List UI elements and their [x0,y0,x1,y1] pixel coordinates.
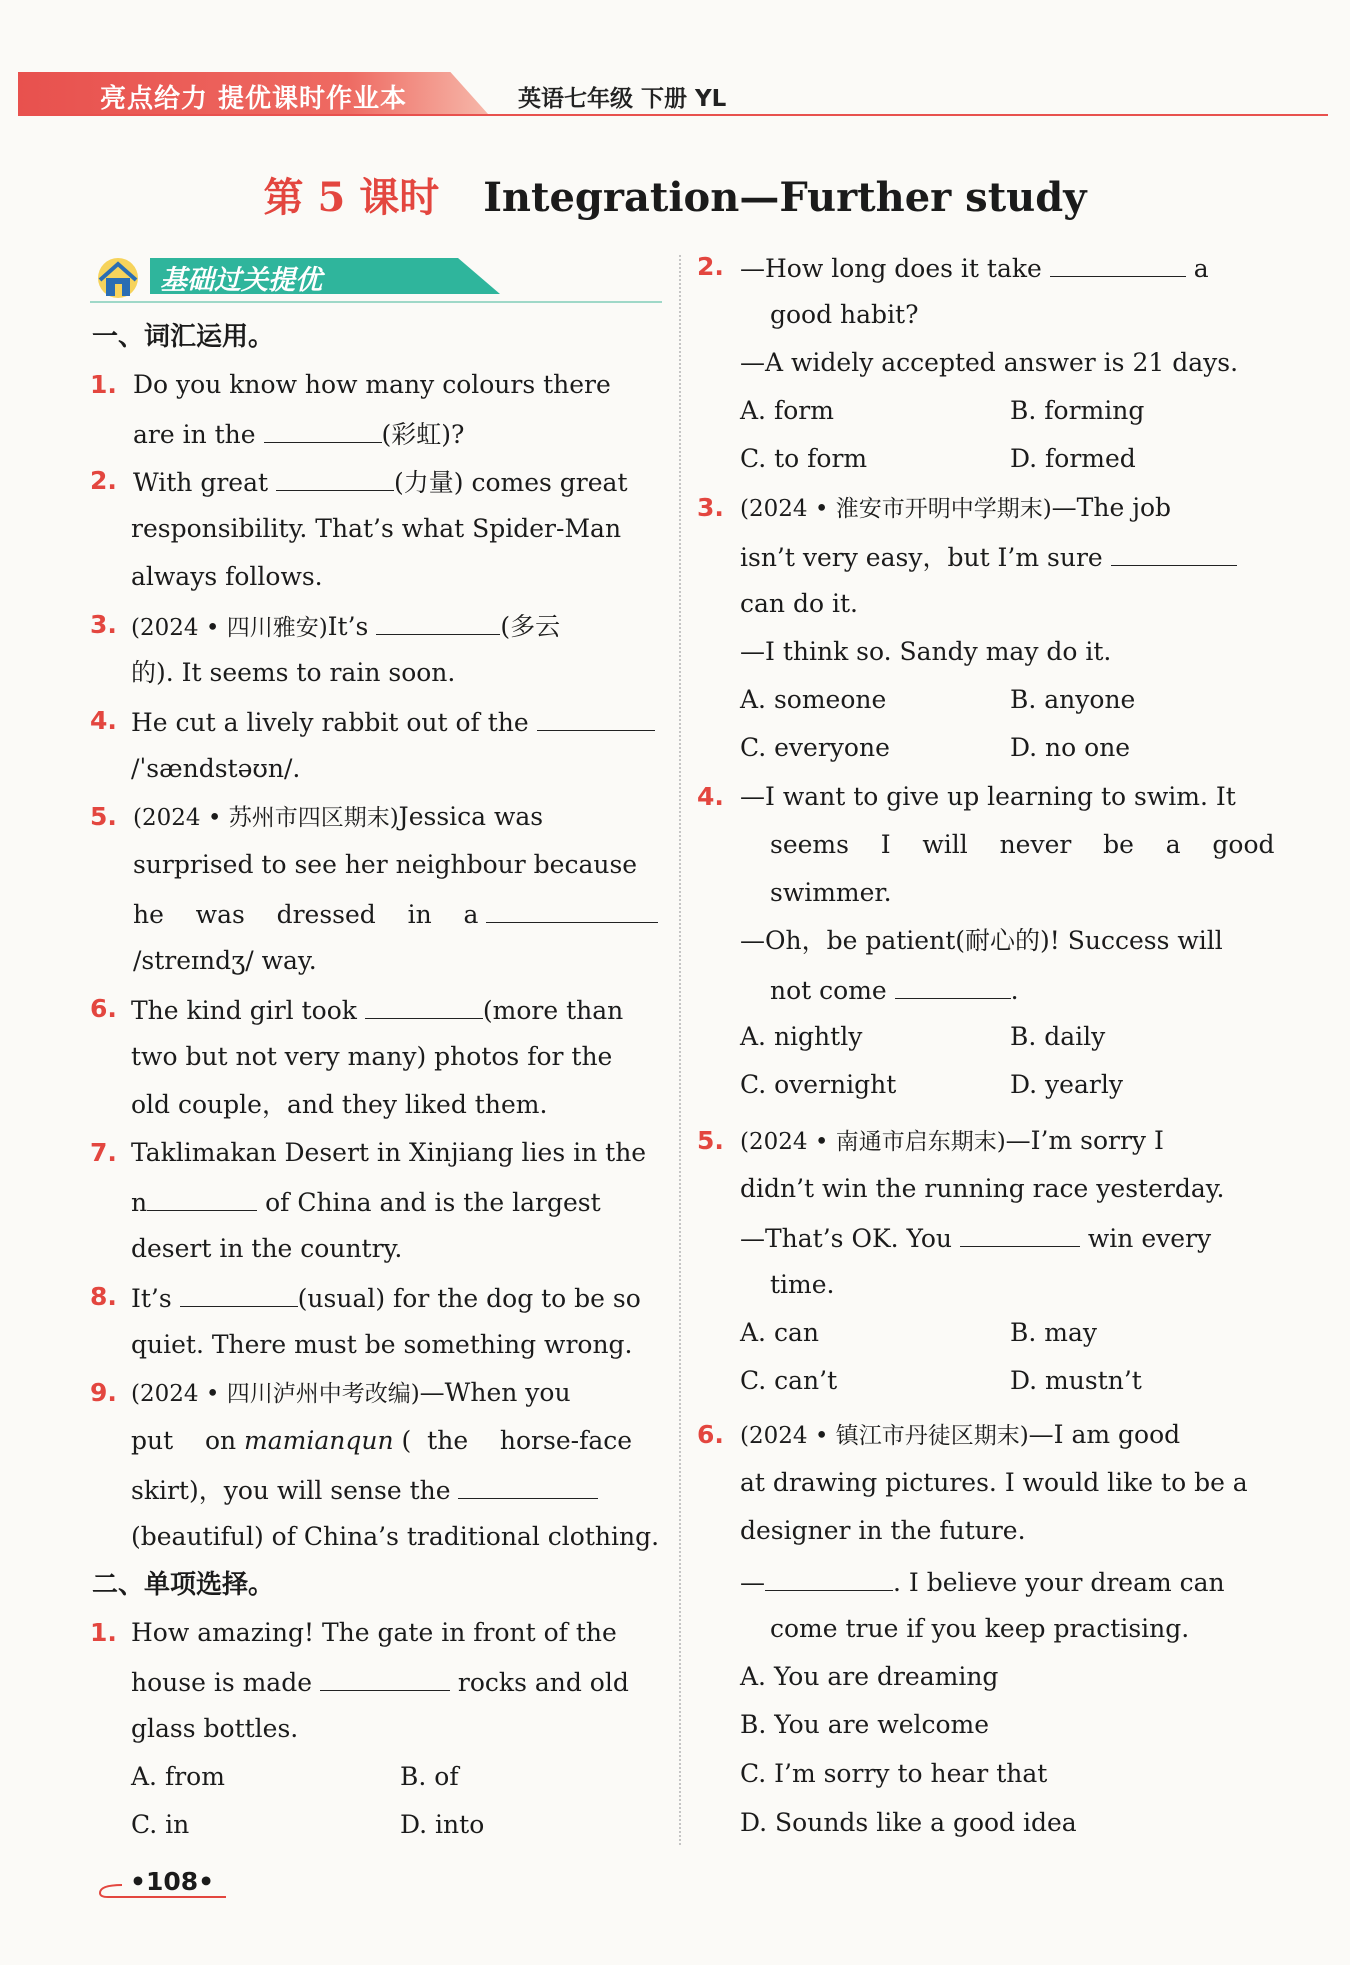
text-run: (more than [482,996,624,1025]
text-run: —I am good [1028,1420,1181,1449]
question-text: designer in the future. [740,1516,1026,1545]
option-b[interactable]: B. may [1010,1318,1097,1347]
option-b[interactable]: B. of [400,1762,459,1791]
question-text: good habit? [770,300,919,329]
section-heading-choice: 二、单项选择。 [92,1570,275,1600]
question-text [740,252,1209,284]
question-text [131,610,560,643]
question-number: 4. [90,706,117,735]
answer-blank[interactable] [486,898,658,923]
text-run: house is made [131,1668,313,1697]
answer-blank[interactable] [180,1282,298,1307]
question-number: 1. [90,1618,117,1647]
answer-blank[interactable] [365,994,483,1019]
question-text [131,1474,598,1506]
text-run: . I believe your dream can [893,1568,1225,1597]
question-text [740,541,1237,573]
series-brand: 亮点给力 提优课时作业本 [100,84,408,114]
lesson-number: 第 5 课时 [263,174,440,221]
text-run: not come [770,976,887,1005]
text-run: isn’t very easy，but I’m sure [740,543,1103,572]
text-run: It’s [327,612,369,641]
question-number: 2. [90,466,117,495]
option-c[interactable]: C. in [131,1810,190,1839]
answer-blank[interactable] [264,418,382,443]
option-c[interactable]: C. overnight [740,1070,897,1099]
question-text [131,994,623,1026]
option-d[interactable]: D. Sounds like a good idea [740,1808,1077,1837]
question-source: (2024 • 四川泸州中考改编) [131,1381,420,1407]
book-info: 英语七年级 下册 YL [518,86,727,112]
question-number: 6. [90,994,117,1023]
question-text: didn’t win the running race yesterday. [740,1174,1225,1203]
question-text [770,974,1019,1006]
option-a[interactable]: A. from [131,1762,225,1791]
option-d[interactable]: D. mustn’t [1010,1366,1142,1395]
question-text [740,1126,1164,1157]
question-text [133,370,653,400]
question-source: (2024 • 镇江市丹徒区期末) [740,1423,1029,1449]
option-c[interactable]: C. everyone [740,733,890,762]
option-d[interactable]: D. no one [1010,733,1131,762]
header-rule [18,114,1328,116]
question-text: —I think so. Sandy may do it. [740,637,1112,666]
question-source: (2024 • 淮安市开明中学期末) [740,496,1052,522]
question-number: 2. [697,252,724,281]
text-run: (多云 [500,612,561,641]
text-run: —That’s OK. You [740,1224,952,1253]
question-text [133,418,464,450]
option-a[interactable]: A. form [740,396,834,425]
option-c[interactable]: C. to form [740,444,868,473]
answer-blank[interactable] [320,1666,450,1691]
text-run: —When you [419,1378,571,1407]
question-text [131,1282,641,1314]
question-text: seems I will never be a good [770,830,1275,859]
text-run: (力量) comes great [394,468,628,497]
question-text: swimmer. [770,878,892,907]
answer-blank[interactable] [1050,252,1186,277]
text-run: (彩虹)? [381,420,465,449]
question-text: at drawing pictures. I would like to be a [740,1468,1248,1497]
section-rule [90,301,662,303]
option-d[interactable]: D. into [400,1810,485,1839]
answer-blank[interactable] [1111,541,1237,566]
question-text: How amazing! The gate in front of the [131,1618,617,1647]
question-source: (2024 • 四川雅安) [131,615,328,641]
question-text [740,1420,1180,1451]
page-title [0,166,1350,223]
option-a[interactable]: A. You are dreaming [740,1662,999,1691]
text-run: put on [131,1426,237,1455]
option-d[interactable]: D. formed [1010,444,1136,473]
question-text: come true if you keep practising. [770,1614,1190,1643]
text-run: —The job [1051,493,1171,522]
question-text [740,493,1171,524]
text-run: a [1193,254,1209,283]
text-run: —I’m sorry I [1005,1126,1164,1155]
question-text: can do it. [740,589,858,618]
text-run: he was dressed in a [133,900,479,929]
question-source: (2024 • 苏州市四区期末) [133,805,399,831]
section-badge-label: 基础过关提优 [160,265,322,296]
page-number: •108• [130,1867,215,1896]
question-number: 5. [90,802,117,831]
text-run: win every [1087,1224,1212,1253]
option-b[interactable]: B. You are welcome [740,1710,990,1739]
answer-blank[interactable] [376,610,500,635]
question-number: 4. [697,782,724,811]
question-text: old couple，and they liked them. [131,1090,548,1119]
answer-blank[interactable] [276,466,394,491]
question-text: responsibility. That’s what Spider-Man [131,514,622,543]
question-text [131,1186,601,1218]
question-number: 5. [697,1126,724,1155]
answer-blank[interactable] [895,974,1011,999]
option-d[interactable]: D. yearly [1010,1070,1123,1099]
question-text [133,466,627,498]
question-number: 6. [697,1420,724,1449]
text-run: He cut a lively rabbit out of the [131,708,529,737]
question-text: quiet. There must be something wrong. [131,1330,633,1359]
question-text: —I want to give up learning to swim. It [740,782,1236,811]
question-number: 1. [90,370,117,399]
text-run: Do you know how many colours there [133,370,611,399]
house-icon [90,254,150,300]
question-text: two but not very many) photos for the [131,1042,613,1071]
question-text: —A widely accepted answer is 21 days. [740,348,1239,377]
question-text [131,1666,629,1698]
answer-blank[interactable] [537,706,655,731]
question-text [740,1222,1211,1254]
question-text: glass bottles. [131,1714,299,1743]
section-heading-vocab: 一、词汇运用。 [92,322,275,352]
question-text: /streɪndʒ/ way. [133,946,317,975]
text-run: (usual) for the dog to be so [297,1284,641,1313]
text-run: The kind girl took [131,996,357,1025]
option-a[interactable]: A. can [740,1318,819,1347]
text-run: It’s [131,1284,172,1313]
question-text [131,706,655,738]
question-number: 7. [90,1138,117,1167]
option-c[interactable]: C. can’t [740,1366,838,1395]
question-text: 的). It seems to rain soon. [131,658,456,687]
text-run: — [740,1568,765,1597]
text-run: With great [133,468,269,497]
option-b[interactable]: B. anyone [1010,685,1136,714]
question-text: always follows. [131,562,323,591]
text-run: Jessica was [398,802,544,831]
option-c[interactable]: C. I’m sorry to hear that [740,1759,1048,1788]
question-text: (beautiful) of China’s traditional clothing. [131,1522,660,1551]
answer-blank[interactable] [458,1474,598,1499]
text-run: of China and is the largest [265,1188,601,1217]
question-text [133,898,658,930]
question-number: 8. [90,1282,117,1311]
question-text: desert in the country. [131,1234,403,1263]
text-run: mamianqun [244,1426,394,1455]
question-text: Taklimakan Desert in Xinjiang lies in the [131,1138,647,1167]
question-text: —Oh，be patient(耐心的)! Success will [740,926,1223,955]
question-number: 3. [697,493,724,522]
text-run: ( the horse-face [401,1426,633,1455]
text-run: rocks and old [457,1668,629,1697]
column-divider [679,255,681,1845]
option-b[interactable]: B. daily [1010,1022,1106,1051]
question-text: /ˈsændstəʊn/. [131,754,301,783]
option-b[interactable]: B. forming [1010,396,1145,425]
text-run: —How long does it take [740,254,1042,283]
text-run: n [131,1188,148,1217]
option-a[interactable]: A. someone [740,685,887,714]
text-run: are in the [133,420,256,449]
question-text: surprised to see her neighbour because [133,850,638,879]
answer-blank[interactable] [765,1566,893,1591]
text-run: skirt)，you will sense the [131,1476,451,1505]
question-text [131,1378,571,1409]
answer-blank[interactable] [147,1186,257,1211]
question-number: 9. [90,1378,117,1407]
question-number: 3. [90,610,117,639]
answer-blank[interactable] [960,1222,1080,1247]
question-text [740,1566,1225,1598]
text-run: . [1010,976,1019,1005]
lesson-name: Integration—Further study [483,174,1087,221]
question-source: (2024 • 南通市启东期末) [740,1129,1006,1155]
section-badge [90,254,410,298]
option-a[interactable]: A. nightly [740,1022,863,1051]
question-text: time. [770,1270,835,1299]
question-text [133,802,543,833]
question-text [131,1426,632,1456]
